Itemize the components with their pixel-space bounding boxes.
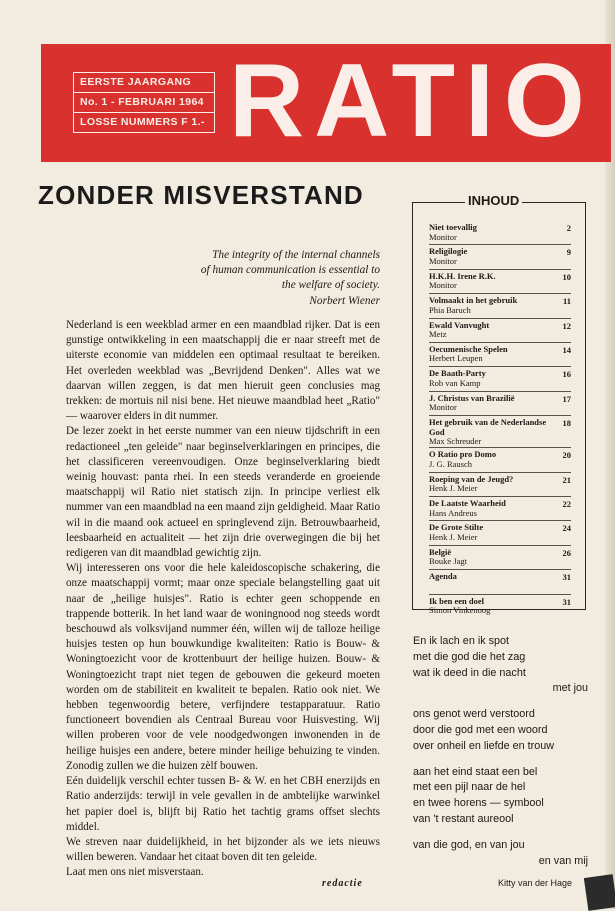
- poem-stanza: [413, 838, 588, 870]
- toc-item-title: België: [429, 546, 452, 557]
- body-paragraph: We streven naar duidelijkheid, in het bijzonder als we iets nieuws willen beweren. Vandaar het citaat boven dit ten geleide.: [66, 835, 380, 864]
- poem-line: over onheil en liefde en trouw: [413, 739, 555, 752]
- toc-item: [429, 595, 571, 618]
- toc-item: [429, 392, 571, 416]
- article-signature: redactie: [322, 878, 363, 889]
- poem-stanza: [413, 707, 588, 754]
- toc-item-author: Bouke Jagt: [429, 556, 468, 567]
- masthead-title: RATIO: [229, 43, 595, 159]
- toc-item: [429, 416, 571, 448]
- poem-author: Kitty van der Hage: [498, 878, 573, 888]
- toc-item-page: 31: [562, 572, 571, 583]
- poem-line: wat ik deed in die nacht: [413, 666, 526, 679]
- masthead-issue-date: No. 1 - FEBRUARI 1964: [74, 93, 214, 113]
- toc-item-page: 22: [562, 499, 571, 510]
- toc-item: [429, 521, 571, 545]
- epigraph-author: Norbert Wiener: [309, 294, 380, 307]
- toc-heading: INHOUD: [465, 193, 522, 208]
- toc-item-author: Henk J. Meier: [429, 483, 478, 494]
- toc-item-title: De Grote Stilte: [429, 522, 484, 533]
- toc-item-title: Agenda: [429, 571, 457, 582]
- body-paragraph: De lezer zoekt in het eerste nummer van een nieuw tijdschrift in een redactioneel „ten geleide" naar beginselverklaringen en principes, die het classificeren vereenvoudigen. Onze beginselverklaring biedt weinig houvast: panta rhei. In een steeds veranderde en groeiende maatschappij wil Ratio niet statisch zijn. In principe verliest elk nummer van een maandblad na een maand zijn geldigheid. Maar Ratio wil in die maand ook actueel en springlevend zijn. Betrouwbaarheid, leesbaarheid en actualiteit — het zijn drie overwegingen die bij het redigeren van dit maandblad gewichtig zijn.: [66, 425, 380, 560]
- toc-item-title: De Laatste Waarheid: [429, 498, 506, 509]
- toc-item-page: 16: [562, 369, 571, 380]
- poem-line: ons genot werd verstoord: [413, 708, 535, 721]
- poem: [413, 634, 588, 879]
- toc-item: [429, 319, 571, 343]
- body-paragraph: Wij interesseren ons voor die hele kaleidoscopische schakering, die onze maatschappij vormt; maar onze speciale belangstelling gaat uit naar de „heilige huisjes". Ratio is echter geen schoppende en trappende botterik. In het land waar de woningnood nog steeds wordt beschouwd als volksvijand nummer één, willen wij de talloze heilige huisjes testen op hun bouwkundige kwaliteiten: Ratio is Bouw- & Woningtoezicht voor de krottenbuurt der heilige huizen. Bouw- & Woningtoezicht trapt niet tegen de gebouwen die gekeurd moeten worden om de stabiliteit en kwaliteit te bepalen. Ratio ook niet. We hebben tegenwoordig betere, verfijndere testapparatuur. Ratio functioneert bovendien als Centraal Bureau voor Huisvesting. Wij willen proberen voor de vele noodgedwongen inwonenden in de heilige huisjes een andere, betere minder heilige behuizing te vinden. Zonodig zullen we die huizen zèlf bouwen.: [66, 562, 380, 772]
- toc-item-page: 10: [562, 271, 571, 282]
- toc-item-author: Monitor: [429, 280, 457, 291]
- toc-item: [429, 245, 571, 269]
- toc-item: [429, 270, 571, 294]
- toc-item: [429, 570, 571, 594]
- toc-item: [429, 343, 571, 367]
- masthead-volume: EERSTE JAARGANG: [74, 73, 214, 93]
- toc-item-title: Oecumenische Spelen: [429, 343, 508, 354]
- poem-line: met die god die het zag: [413, 650, 526, 663]
- toc-item-author: Metz: [429, 329, 447, 340]
- body-paragraph: Nederland is een weekblad armer en een maandblad rijker. Dat is een gunstige ontwikkeling in een maatschappij die er naar streeft met de uiterste economie van middelen een optimaal resultaat te bereiken. Het overleden weekblad was „Bevrijdend Denken". Alles wat we daarvan willen zeggen, is dat men hieruit geen conclusies mag trekken: de mortuis nil nisi bene. Het nieuwe maandblad heet „Ratio" — waarover elders in dit nummer.: [66, 319, 380, 423]
- table-of-contents: [412, 193, 586, 616]
- poem-stanza: [413, 765, 588, 828]
- toc-item-title: O Ratio pro Domo: [429, 449, 497, 460]
- toc-item-author: Herbert Leupen: [429, 353, 483, 364]
- poem-line: en twee horens — symbool: [413, 797, 544, 810]
- poem-line: van die god, en van jou: [413, 838, 525, 851]
- toc-item: [429, 497, 571, 521]
- toc-item-title: Religilogie: [429, 246, 468, 257]
- toc-item-page: 9: [566, 247, 571, 258]
- toc-item-page: 20: [562, 450, 571, 461]
- epigraph: [140, 248, 380, 309]
- masthead: [41, 44, 611, 162]
- toc-item-title: J. Christus van Brazilië: [429, 392, 515, 403]
- toc-item-page: 12: [562, 320, 571, 331]
- poem-line: met een pijl naar de hel: [413, 781, 526, 794]
- toc-item-author: Monitor: [429, 402, 457, 413]
- poem-stanza: [413, 634, 588, 697]
- toc-item-author: Simon Vinkenoog: [429, 605, 491, 616]
- toc-item-author: Phia Baruch: [429, 304, 471, 315]
- poem-line: met jou: [552, 682, 588, 695]
- toc-item-author: Henk J. Meier: [429, 531, 478, 542]
- poem-line: En ik lach en ik spot: [413, 635, 510, 647]
- poem-line: aan het eind staat een bel: [413, 765, 538, 778]
- body-paragraph: Eén duidelijk verschil echter tussen B- & W. en het CBH enerzijds en Ratio anderzijds: terwijl in vele gevallen in de ambtelijke warwinkel het papier doel is, blijft bij Ratio het tachtig grams offset slechts middel.: [66, 775, 380, 833]
- toc-item-page: 24: [562, 523, 571, 534]
- toc-item-author: Rob van Kamp: [429, 377, 481, 388]
- poem-line: en van mij: [538, 854, 588, 867]
- toc-item-page: 11: [562, 296, 571, 307]
- toc-item: [429, 367, 571, 391]
- poem-line: van 't restant aureool: [413, 812, 514, 825]
- toc-item-page: 26: [562, 547, 571, 558]
- epigraph-line: the welfare of society.: [281, 279, 380, 292]
- toc-item-title: Het gebruik van de Nederlandse God: [429, 417, 547, 437]
- toc-item: [429, 294, 571, 318]
- toc-item-title: Niet toevallig: [429, 222, 477, 232]
- article-body: [66, 318, 380, 881]
- toc-item-title: Volmaakt in het gebruik: [429, 295, 518, 306]
- toc-item: [429, 473, 571, 497]
- toc-item-title: H.K.H. Irene R.K.: [429, 270, 496, 281]
- epigraph-line: of human communication is essential to: [200, 264, 380, 277]
- toc-item-page: 18: [562, 418, 571, 429]
- toc-item-page: 17: [562, 393, 571, 404]
- toc-item: [429, 546, 571, 570]
- toc-list: [429, 221, 571, 618]
- toc-item-author: Hans Andreus: [429, 507, 477, 518]
- toc-item-title: Ik ben een doel: [429, 595, 485, 606]
- toc-item: [429, 448, 571, 472]
- toc-item-author: Monitor: [429, 255, 457, 266]
- toc-item-page: 21: [562, 474, 571, 485]
- toc-item-page: 14: [562, 344, 571, 355]
- toc-item-title: De Baath-Party: [429, 368, 486, 379]
- toc-item-title: Roeping van de Jeugd?: [429, 473, 514, 484]
- toc-item-page: 31: [562, 596, 571, 607]
- corner-sticker: [584, 874, 615, 911]
- toc-item-author: Monitor: [429, 231, 457, 242]
- toc-item-author: J. G. Rausch: [429, 458, 472, 469]
- article-headline: ZONDER MISVERSTAND: [38, 180, 364, 210]
- toc-item-author: Max Schreuder: [429, 436, 482, 447]
- epigraph-line: The integrity of the internal channels: [212, 249, 380, 261]
- toc-item-page: 2: [566, 223, 571, 233]
- masthead-price: LOSSE NUMMERS F 1.-: [80, 116, 205, 128]
- poem-line: door die god met een woord: [413, 723, 548, 736]
- body-paragraph: Laat men ons niet misverstaan.: [66, 866, 204, 879]
- masthead-info-box: [73, 72, 215, 133]
- toc-item: [429, 221, 571, 245]
- toc-item-title: Ewald Vanvught: [429, 319, 490, 330]
